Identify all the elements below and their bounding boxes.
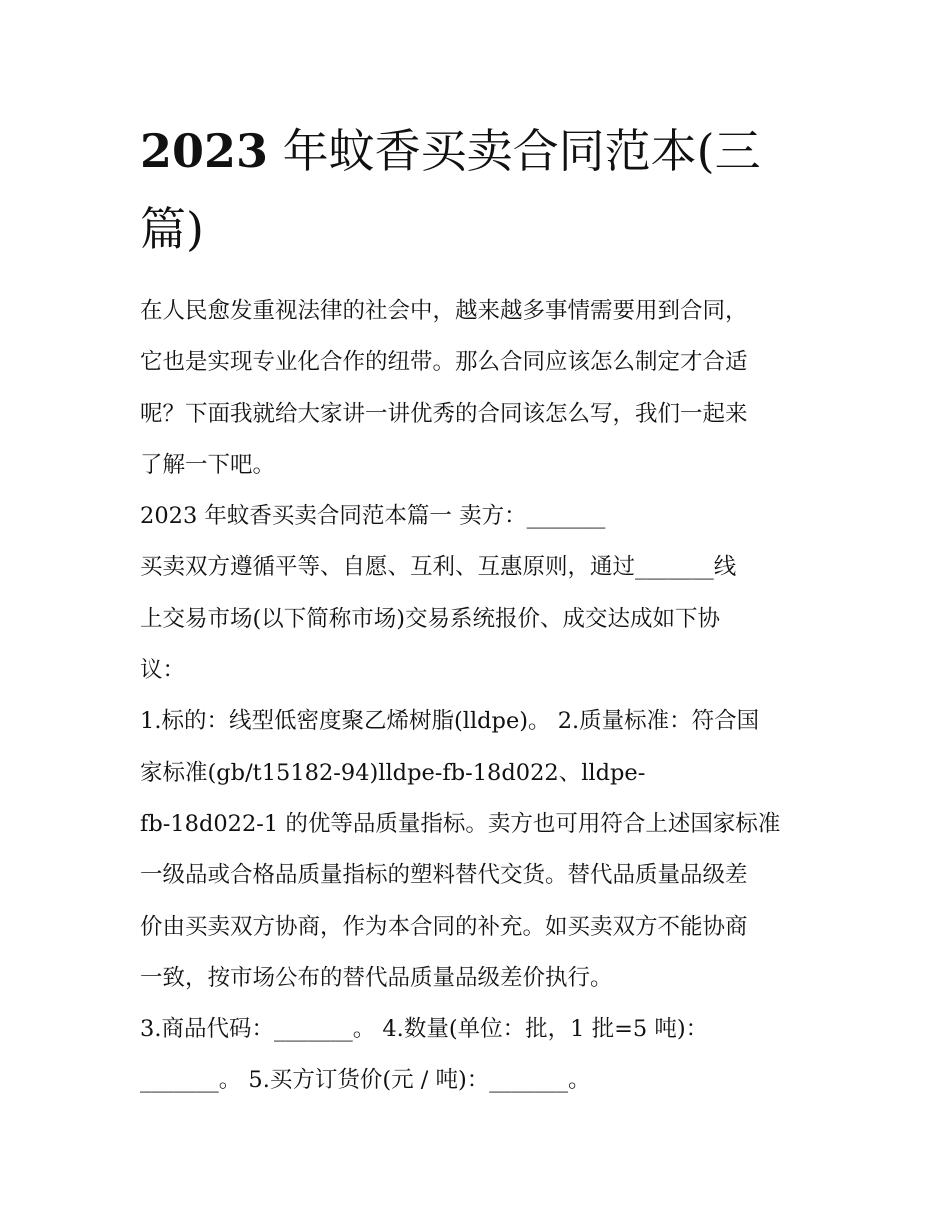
- text-line: 在人民愈发重视法律的社会中，越来越多事情需要用到合同，: [140, 298, 748, 324]
- text-line: 3.商品代码：_______。 4.数量(单位：批，1 批=5 吨)：: [140, 1016, 709, 1043]
- title-text: 年蚊香买卖合同范本(三: [282, 124, 761, 178]
- document-page: [140, 112, 812, 1107]
- intro-paragraph: [140, 286, 812, 491]
- text-line: 一级品或合格品质量指标的塑料替代交货。替代品质量品级差: [140, 862, 748, 889]
- text-line: 议：: [140, 657, 186, 684]
- text-line: 它也是实现专业化合作的纽带。那么合同应该怎么制定才合适: [140, 349, 748, 376]
- document-title: [140, 112, 812, 268]
- text-line: 价由买卖双方协商，作为本合同的补充。如买卖双方不能协商: [140, 913, 748, 940]
- title-year: 2023: [140, 124, 269, 178]
- text-line: 了解一下吧。: [140, 451, 276, 478]
- text-line: 一致，按市场公布的替代品质量品级差价执行。: [140, 964, 613, 991]
- title-line-1: [140, 112, 812, 190]
- text-line: 呢？下面我就给大家讲一讲优秀的合同该怎么写，我们一起来: [140, 400, 748, 427]
- text-line: 家标准(gb/t15182-94)lldpe-fb-18d022、lldpe-: [140, 759, 646, 786]
- contract-body: [140, 491, 812, 1107]
- title-line-2: 篇): [140, 202, 204, 256]
- text-line: 1.标的：线型低密度聚乙烯树脂(lldpe)。 2.质量标准：符合国: [140, 708, 760, 735]
- text-line: fb-18d022-1 的优等品质量指标。卖方也可用符合上述国家标准: [140, 810, 781, 837]
- text-line: 上交易市场(以下简称市场)交易系统报价、成交达成如下协: [140, 605, 721, 632]
- text-line: 2023 年蚊香买卖合同范本篇一 卖方：_______: [140, 503, 606, 530]
- text-line: _______。 5.买方订货价(元 / 吨)：_______。: [140, 1067, 591, 1094]
- text-line: 买卖双方遵循平等、自愿、互利、互惠原则，通过_______线: [140, 554, 737, 581]
